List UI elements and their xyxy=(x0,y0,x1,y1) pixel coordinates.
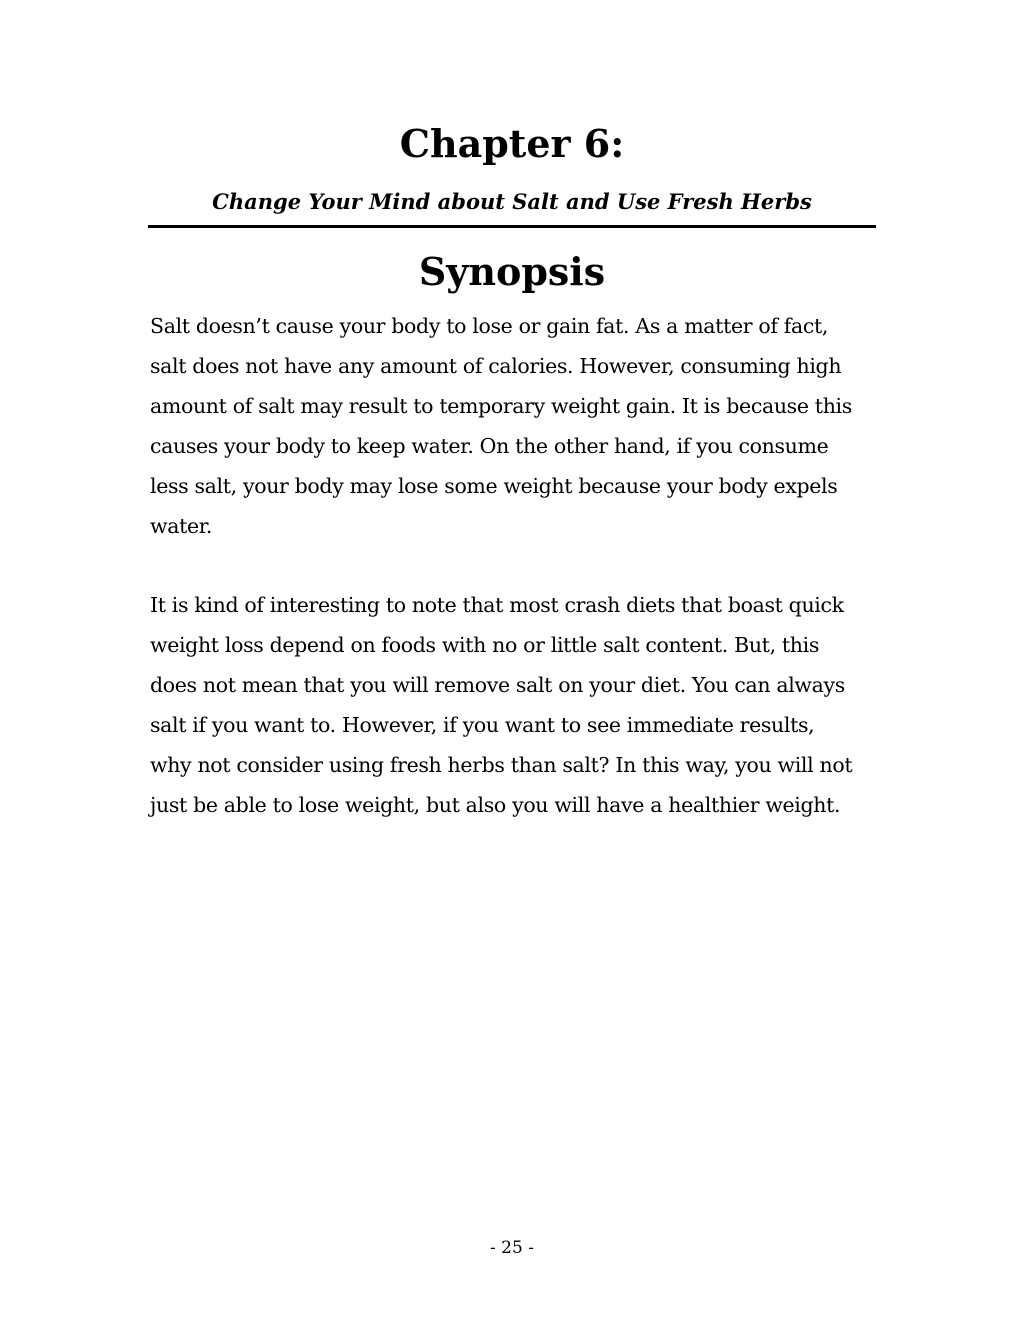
paragraph-2 xyxy=(150,585,890,825)
paragraph-line: less salt, your body may lose some weight because your body expels xyxy=(150,474,838,498)
paragraph-line: amount of salt may result to temporary weight gain. It is because this xyxy=(150,394,852,418)
section-heading: Synopsis xyxy=(418,249,606,294)
paragraph-line: weight loss depend on foods with no or little salt content. But, this xyxy=(150,633,820,657)
paragraph-line: salt if you want to. However, if you want to see immediate results, xyxy=(150,713,815,737)
paragraph-line: salt does not have any amount of calories. However, consuming high xyxy=(150,354,842,378)
paragraph-line: just be able to lose weight, but also you will have a healthier weight. xyxy=(150,793,841,817)
paragraph-line: Salt doesn’t cause your body to lose or gain fat. As a matter of fact, xyxy=(150,314,829,338)
paragraph-line: water. xyxy=(150,514,213,538)
paragraph-1 xyxy=(150,306,890,546)
paragraph-line: It is kind of interesting to note that most crash diets that boast quick xyxy=(150,593,844,617)
page-number: - 25 - xyxy=(490,1238,534,1258)
paragraph-line: why not consider using fresh herbs than salt? In this way, you will not xyxy=(150,753,853,777)
chapter-title: Chapter 6: xyxy=(399,121,625,166)
horizontal-divider xyxy=(148,225,876,228)
chapter-subtitle: Change Your Mind about Salt and Use Fresh Herbs xyxy=(212,189,812,214)
paragraph-line: causes your body to keep water. On the other hand, if you consume xyxy=(150,434,829,458)
paragraph-line: does not mean that you will remove salt on your diet. You can always xyxy=(150,673,845,697)
